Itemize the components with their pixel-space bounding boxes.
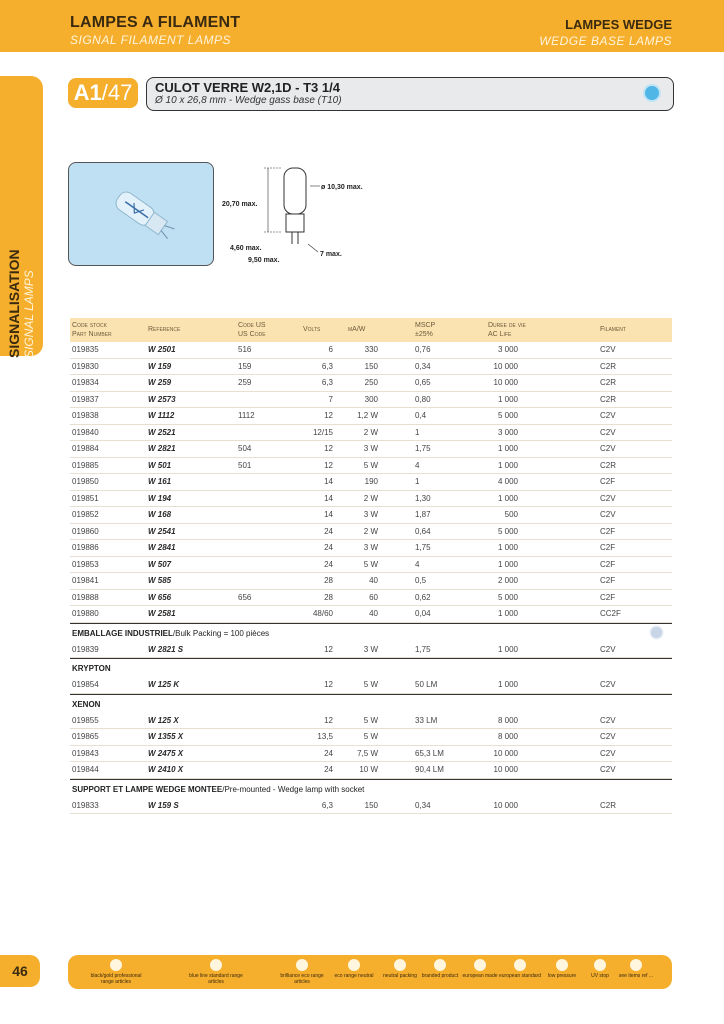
- cell-code: 019833: [72, 800, 99, 810]
- table-row: [70, 677, 672, 694]
- cell-volts: 6,3: [321, 800, 333, 810]
- cell-code: 019843: [72, 748, 99, 758]
- section-title: [72, 785, 364, 794]
- legend-icon: [474, 959, 486, 971]
- legend-label: low pressure: [547, 973, 577, 979]
- cell-ma: 2 W: [363, 493, 378, 503]
- blue-line-icon: [645, 86, 659, 100]
- cell-ma: 330: [364, 345, 378, 354]
- cell-code: 019885: [72, 460, 99, 470]
- section-title-bold: EMBALLAGE INDUSTRIEL: [72, 628, 173, 638]
- cell-reference: W 2501: [148, 345, 176, 354]
- header-ma: mA/W: [348, 326, 366, 333]
- cell-code: 019835: [72, 345, 99, 354]
- cell-life: 1 000: [497, 543, 518, 552]
- cell-filament: CC2F: [600, 609, 621, 618]
- cell-volts: 12/15: [312, 427, 333, 437]
- cell-code: 019839: [72, 644, 99, 654]
- legend-icon: [348, 959, 360, 971]
- product-title: CULOT VERRE W2,1D - T3 1/4: [155, 80, 340, 95]
- cell-life: 3 000: [497, 345, 518, 354]
- cell-ma: 5 W: [363, 732, 378, 741]
- table-row: [70, 441, 672, 458]
- section-header: [70, 623, 672, 642]
- cell-mscp: 1,75: [415, 644, 431, 654]
- cell-reference: W 2841: [148, 543, 176, 552]
- cell-ma: 5 W: [363, 460, 378, 470]
- cell-us-code: 259: [238, 378, 252, 387]
- table-row: [70, 392, 672, 409]
- cell-ma: 5 W: [363, 559, 378, 569]
- cell-life: 1 000: [497, 609, 518, 618]
- cell-mscp: 4: [415, 559, 420, 569]
- cell-volts: 13,5: [317, 732, 333, 741]
- cell-ma: 3 W: [363, 444, 378, 453]
- cell-filament: C2V: [600, 748, 616, 758]
- header-us-code: Code US US Code: [238, 322, 266, 338]
- cell-code: 019888: [72, 592, 99, 602]
- cell-reference: W 2541: [148, 526, 176, 536]
- cell-code: 019837: [72, 394, 99, 404]
- cell-reference: W 1355 X: [148, 732, 184, 741]
- cell-filament: C2V: [600, 680, 616, 689]
- cell-code: 019853: [72, 559, 99, 569]
- cell-reference: W 507: [148, 559, 172, 569]
- table-row: [70, 746, 672, 763]
- cell-volts: 24: [324, 543, 333, 552]
- cell-mscp: 0,04: [415, 609, 431, 618]
- cell-ma: 1,2 W: [357, 411, 378, 420]
- cell-filament: C2F: [600, 559, 616, 569]
- cell-reference: W 2821 S: [148, 644, 184, 654]
- table-row: [70, 375, 672, 392]
- section-title-bold: XENON: [72, 699, 101, 709]
- cell-code: 019841: [72, 576, 99, 585]
- cell-us-code: 656: [238, 592, 252, 602]
- dim-height: 20,70 max.: [222, 201, 258, 208]
- cell-reference: W 194: [148, 493, 172, 503]
- table-row: [70, 408, 672, 425]
- cell-code: 019851: [72, 493, 99, 503]
- category-subtitle: WEDGE BASE LAMPS: [539, 34, 672, 48]
- cell-volts: 6,3: [321, 378, 333, 387]
- cell-mscp: 0,4: [415, 411, 427, 420]
- legend-icon: [434, 959, 446, 971]
- section-title-bold: SUPPORT ET LAMPE WEDGE MONTEE: [72, 784, 223, 794]
- cell-ma: 2 W: [363, 526, 378, 536]
- cell-reference: W 501: [148, 460, 172, 470]
- cell-life: 10 000: [493, 378, 518, 387]
- table-row: [70, 474, 672, 491]
- table-sections: [70, 623, 672, 815]
- cell-us-code: 516: [238, 345, 252, 354]
- header-life: Duree de vie AC Life: [488, 322, 526, 338]
- section-title: LAMPES A FILAMENT: [70, 14, 241, 31]
- cell-volts: 14: [324, 477, 333, 486]
- cell-code: 019855: [72, 715, 99, 725]
- cell-filament: C2V: [600, 411, 616, 420]
- cell-life: 1 000: [497, 493, 518, 503]
- footer-legend: [68, 955, 672, 989]
- cell-volts: 7: [328, 394, 333, 404]
- cell-life: 5 000: [497, 526, 518, 536]
- cell-life: 10 000: [493, 361, 518, 371]
- cell-code: 019844: [72, 765, 99, 774]
- cell-life: 5 000: [497, 592, 518, 602]
- legend-icon: [210, 959, 222, 971]
- cell-filament: C2V: [600, 345, 616, 354]
- cell-mscp: 1,75: [415, 444, 431, 453]
- cell-filament: C2V: [600, 427, 616, 437]
- cell-filament: C2V: [600, 493, 616, 503]
- cell-mscp: 0,5: [415, 576, 427, 585]
- table-row: [70, 729, 672, 746]
- cell-code: 019880: [72, 609, 99, 618]
- dim-base-width: 9,50 max.: [248, 257, 280, 264]
- header-reference: Reference: [148, 326, 181, 333]
- cell-us-code: 1112: [238, 411, 255, 420]
- cell-mscp: 0,80: [415, 394, 431, 404]
- cell-us-code: 501: [238, 460, 252, 470]
- cell-code: 019854: [72, 680, 99, 689]
- cell-mscp: 0,34: [415, 800, 431, 810]
- section-title-rest: /Bulk Packing = 100 pièces: [172, 628, 270, 638]
- legend-label: branded product: [421, 973, 459, 979]
- reference-code: A1: [73, 80, 102, 105]
- cell-volts: 14: [324, 510, 333, 519]
- cell-mscp: 1: [415, 427, 420, 437]
- cell-mscp: 0,34: [415, 361, 431, 371]
- section-title: [72, 664, 111, 673]
- cell-ma: 60: [369, 592, 378, 602]
- legend-label: black/gold professional range articles: [90, 973, 142, 985]
- cell-code: 019886: [72, 543, 99, 552]
- legend-icon: [514, 959, 526, 971]
- legend-label: neutral packing: [383, 973, 417, 979]
- cell-life: 1 000: [497, 559, 518, 569]
- table-row: [70, 642, 672, 659]
- legend-item: [274, 959, 330, 985]
- cell-reference: W 259: [148, 378, 172, 387]
- product-table: [70, 318, 672, 814]
- cell-code: 019840: [72, 427, 99, 437]
- cell-reference: W 159 S: [148, 800, 179, 810]
- legend-icon: [296, 959, 308, 971]
- table-row: [70, 557, 672, 574]
- dimension-drawing: [216, 156, 386, 272]
- cell-filament: C2V: [600, 644, 616, 654]
- cell-mscp: 1,30: [415, 493, 431, 503]
- cell-reference: W 2581: [148, 609, 176, 618]
- cell-code: 019834: [72, 378, 99, 387]
- cell-volts: 14: [324, 493, 333, 503]
- reference-badge: A1/47: [68, 78, 138, 108]
- cell-volts: 12: [324, 644, 333, 654]
- cell-ma: 5 W: [363, 715, 378, 725]
- section-title: [72, 629, 269, 638]
- cell-code: 019884: [72, 444, 99, 453]
- legend-item: [188, 959, 244, 985]
- cell-volts: 48/60: [312, 609, 333, 618]
- main-rows: [70, 342, 672, 623]
- table-row: [70, 762, 672, 779]
- cell-reference: W 159: [148, 361, 172, 371]
- side-tab: [0, 76, 43, 356]
- cell-ma: 3 W: [363, 644, 378, 654]
- cell-life: 5 000: [497, 411, 518, 420]
- cell-life: 1 000: [497, 680, 518, 689]
- cell-life: 1 000: [497, 460, 518, 470]
- cell-mscp: 1,87: [415, 510, 431, 519]
- cell-mscp: 0,64: [415, 526, 431, 536]
- cell-reference: W 585: [148, 576, 172, 585]
- page-number: 46: [0, 955, 40, 987]
- cell-filament: C2R: [600, 378, 617, 387]
- cell-filament: C2V: [600, 765, 616, 774]
- cell-reference: W 2521: [148, 427, 176, 437]
- header-mscp: MSCP ±25%: [415, 322, 436, 338]
- cell-reference: W 161: [148, 477, 172, 486]
- cell-code: 019850: [72, 477, 99, 486]
- cell-life: 3 000: [497, 427, 518, 437]
- cell-code: 019838: [72, 411, 99, 420]
- cell-filament: C2V: [600, 715, 616, 725]
- cell-life: 10 000: [493, 748, 518, 758]
- header-volts: Volts: [303, 326, 321, 333]
- cell-code: 019860: [72, 526, 99, 536]
- legend-icon: [394, 959, 406, 971]
- section-header: [70, 779, 672, 798]
- cell-filament: C2R: [600, 800, 617, 810]
- cell-reference: W 168: [148, 510, 172, 519]
- header-filament: Filament: [600, 326, 626, 333]
- legend-icon: [630, 959, 642, 971]
- cell-life: 500: [504, 510, 518, 519]
- cell-filament: C2V: [600, 732, 616, 741]
- cell-volts: 6,3: [321, 361, 333, 371]
- cell-volts: 24: [324, 748, 333, 758]
- cell-reference: W 125 K: [148, 680, 180, 689]
- cell-reference: W 656: [148, 592, 172, 602]
- cell-filament: C2R: [600, 394, 617, 404]
- cell-volts: 28: [324, 576, 333, 585]
- cell-mscp: 1: [415, 477, 420, 486]
- cell-filament: C2F: [600, 576, 616, 585]
- legend-icon: [110, 959, 122, 971]
- cell-ma: 10 W: [359, 765, 378, 774]
- cell-ma: 150: [364, 361, 378, 371]
- product-title-box: [146, 77, 674, 111]
- legend-label: eco range neutral: [334, 973, 374, 979]
- cell-mscp: 65,3 LM: [415, 748, 444, 758]
- cell-volts: 12: [324, 444, 333, 453]
- cell-reference: W 125 X: [148, 715, 179, 725]
- cell-us-code: 159: [238, 361, 252, 371]
- table-row: [70, 590, 672, 607]
- cell-life: 1 000: [497, 394, 518, 404]
- table-row: [70, 507, 672, 524]
- lamp-photo-icon: [69, 163, 213, 265]
- cell-reference: W 2573: [148, 394, 176, 404]
- cell-us-code: 504: [238, 444, 252, 453]
- cell-code: 019865: [72, 732, 99, 741]
- cell-mscp: 50 LM: [415, 680, 438, 689]
- cell-filament: C2R: [600, 361, 617, 371]
- legend-icon: [556, 959, 568, 971]
- cell-mscp: 90,4 LM: [415, 765, 444, 774]
- legend-label: blue line standard range articles: [189, 973, 243, 985]
- cell-volts: 12: [324, 460, 333, 470]
- cell-volts: 12: [324, 715, 333, 725]
- header-code: Code stock Part Number: [72, 322, 112, 338]
- table-row: [70, 798, 672, 815]
- table-row: [70, 540, 672, 557]
- cell-reference: W 2475 X: [148, 748, 184, 758]
- table-row: [70, 342, 672, 359]
- cell-ma: 3 W: [363, 543, 378, 552]
- cell-code: 019830: [72, 361, 99, 371]
- cell-mscp: 1,75: [415, 543, 431, 552]
- table-row: [70, 425, 672, 442]
- section-title: [72, 700, 100, 709]
- table-row: [70, 713, 672, 730]
- legend-item: [88, 959, 144, 985]
- cell-code: 019852: [72, 510, 99, 519]
- table-row: [70, 524, 672, 541]
- legend-item: [608, 959, 664, 979]
- cell-life: 8 000: [497, 715, 518, 725]
- cell-reference: W 1112: [148, 411, 175, 420]
- legend-label: see items ref ...: [618, 973, 654, 979]
- cell-life: 1 000: [497, 444, 518, 453]
- legend-label: brilliance eco range articles: [280, 973, 324, 985]
- table-row: [70, 606, 672, 623]
- cell-mscp: 0,76: [415, 345, 431, 354]
- cell-life: 10 000: [493, 800, 518, 810]
- category-title: LAMPES WEDGE: [565, 17, 672, 32]
- cell-ma: 40: [369, 576, 378, 585]
- cell-ma: 2 W: [363, 427, 378, 437]
- cell-mscp: 0,62: [415, 592, 431, 602]
- table-row: [70, 491, 672, 508]
- cell-filament: C2F: [600, 477, 616, 486]
- cell-volts: 12: [324, 680, 333, 689]
- cell-filament: C2F: [600, 592, 616, 602]
- cell-volts: 24: [324, 559, 333, 569]
- side-tab-title: SIGNALISATION: [6, 249, 22, 358]
- top-banner: [0, 0, 724, 52]
- cell-life: 1 000: [497, 644, 518, 654]
- cell-ma: 190: [364, 477, 378, 486]
- product-subtitle: Ø 10 x 26,8 mm - Wedge gass base (T10): [155, 95, 342, 106]
- cell-ma: 250: [364, 378, 378, 387]
- cell-volts: 28: [324, 592, 333, 602]
- section-header: [70, 658, 672, 677]
- dim-side: 7 max.: [320, 251, 342, 258]
- cell-filament: C2V: [600, 510, 616, 519]
- cell-ma: 7,5 W: [357, 748, 378, 758]
- table-row: [70, 573, 672, 590]
- dim-base-height: 4,60 max.: [230, 245, 262, 252]
- cell-filament: C2V: [600, 444, 616, 453]
- section-header: [70, 694, 672, 713]
- cell-ma: 150: [364, 800, 378, 810]
- cell-life: 8 000: [497, 732, 518, 741]
- legend-label: european standard: [499, 973, 541, 979]
- cell-life: 2 000: [497, 576, 518, 585]
- section-subtitle: SIGNAL FILAMENT LAMPS: [70, 33, 231, 47]
- cell-filament: C2F: [600, 526, 616, 536]
- cell-ma: 5 W: [363, 680, 378, 689]
- table-row: [70, 458, 672, 475]
- cell-mscp: 4: [415, 460, 420, 470]
- section-title-bold: KRYPTON: [72, 664, 111, 673]
- cell-mscp: 33 LM: [415, 715, 438, 725]
- side-tab-subtitle: SIGNAL LAMPS: [22, 270, 36, 358]
- cell-volts: 12: [324, 411, 333, 420]
- reference-page: 47: [107, 80, 133, 105]
- cell-ma: 40: [369, 609, 378, 618]
- section-title-rest: /Pre-mounted - Wedge lamp with socket: [222, 784, 365, 794]
- dim-diameter: ø 10,30 max.: [321, 184, 363, 191]
- cell-mscp: 0,65: [415, 378, 431, 387]
- legend-label: UV stop: [591, 973, 609, 979]
- cell-volts: 6: [328, 345, 333, 354]
- legend-label: european made: [462, 973, 498, 979]
- cell-reference: W 2410 X: [148, 765, 184, 774]
- cell-life: 10 000: [493, 765, 518, 774]
- cell-ma: 3 W: [363, 510, 378, 519]
- packing-icon: [651, 627, 662, 638]
- legend-icon: [594, 959, 606, 971]
- cell-filament: C2F: [600, 543, 616, 552]
- cell-volts: 24: [324, 526, 333, 536]
- cell-reference: W 2821: [148, 444, 176, 453]
- cell-filament: C2R: [600, 460, 617, 470]
- cell-life: 4 000: [497, 477, 518, 486]
- cell-volts: 24: [324, 765, 333, 774]
- table-header: [70, 318, 672, 342]
- cell-ma: 300: [364, 394, 378, 404]
- product-photo: [68, 162, 214, 266]
- table-row: [70, 359, 672, 376]
